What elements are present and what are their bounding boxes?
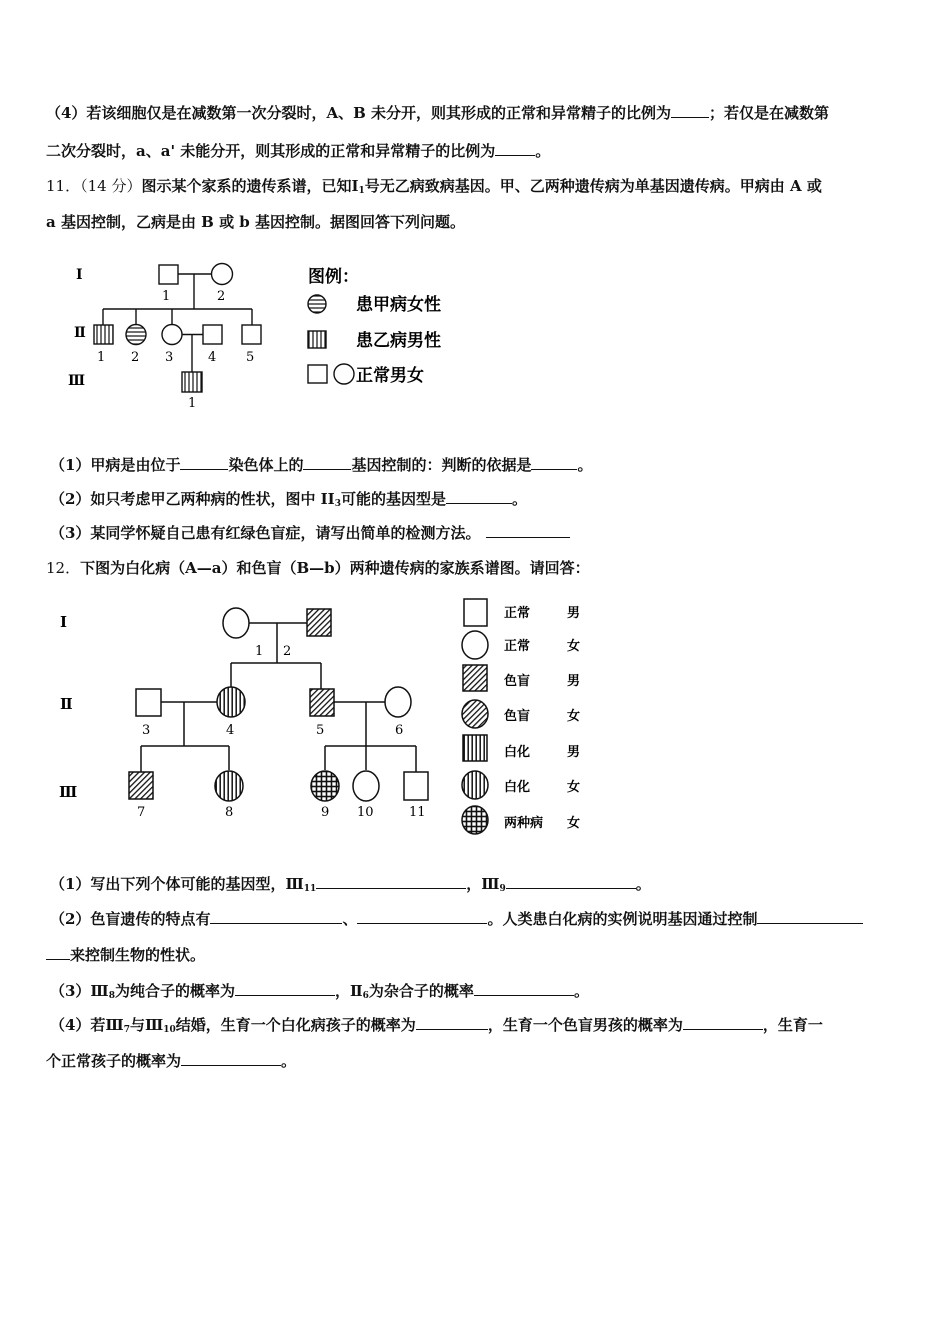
legend-label: 正常男女 bbox=[356, 366, 424, 386]
legend-label: 正常 bbox=[504, 639, 531, 654]
female-normal-symbol bbox=[353, 771, 379, 801]
legend-female-colorblind-symbol bbox=[462, 700, 488, 728]
legend-female-albino-symbol bbox=[462, 771, 488, 799]
individual-number: 7 bbox=[137, 805, 146, 820]
q11-pedigree-figure bbox=[60, 255, 480, 410]
legend-label: 患甲病女性 bbox=[356, 295, 441, 315]
subscript: 1 bbox=[358, 186, 365, 196]
answer-blank[interactable] bbox=[46, 945, 70, 960]
answer-blank[interactable] bbox=[495, 141, 535, 156]
legend-sex: 女 bbox=[567, 780, 581, 795]
legend-female-normal-symbol bbox=[334, 364, 354, 384]
q12-sub1 bbox=[50, 874, 651, 899]
male-disease-b-symbol bbox=[182, 372, 202, 392]
individual-number: 2 bbox=[131, 350, 140, 365]
legend-sex: 女 bbox=[567, 709, 581, 724]
subscript: 10 bbox=[163, 1025, 176, 1035]
answer-blank[interactable] bbox=[683, 1015, 763, 1030]
male-colorblind-symbol bbox=[310, 689, 334, 716]
answer-blank[interactable] bbox=[671, 103, 709, 118]
answer-blank[interactable] bbox=[303, 455, 351, 470]
question-score: （14 分） bbox=[80, 177, 142, 195]
q11-stem: a 基因控制，乙病是由 B 或 b 基因控制。据图回答下列问题。 bbox=[46, 213, 465, 231]
legend-sex: 女 bbox=[567, 639, 581, 654]
legend-label: 色盲 bbox=[504, 674, 531, 689]
q12-sub1-text: ，Ⅲ bbox=[466, 875, 500, 893]
gen-label: Ⅲ bbox=[68, 373, 86, 389]
male-normal-symbol bbox=[159, 265, 178, 284]
female-normal-symbol bbox=[212, 264, 233, 285]
legend-title: 图例： bbox=[308, 267, 359, 287]
individual-number: 5 bbox=[316, 723, 325, 738]
legend-male-disease-b-symbol bbox=[308, 331, 326, 348]
individual-number: 4 bbox=[208, 350, 217, 365]
q10-4-text: （4）若该细胞仅是在减数第一次分裂时，A、B 未分开，则其形成的正常和异常精子的比例为 bbox=[46, 104, 671, 122]
answer-blank[interactable] bbox=[235, 981, 335, 996]
q11-sub2 bbox=[50, 489, 527, 514]
legend-label: 患乙病男性 bbox=[356, 331, 441, 351]
legend-label: 白化 bbox=[504, 780, 531, 795]
question-number: 11． bbox=[46, 177, 81, 195]
female-normal-symbol bbox=[223, 608, 249, 638]
q11-sub2-text: （2）如只考虑甲乙两种病的性状，图中 II bbox=[50, 490, 335, 508]
q11-stem: 号无乙病致病基因。甲、乙两种遗传病为单基因遗传病。甲病由 A 或 bbox=[364, 177, 822, 195]
q12-stem-text: 下图为白化病（A—a）和色盲（B—b）两种遗传病的家族系谱图。请回答： bbox=[80, 559, 590, 577]
q12-sub4-text: ，生育一 bbox=[762, 1016, 823, 1034]
legend-label: 白化 bbox=[504, 745, 531, 760]
answer-blank[interactable] bbox=[357, 909, 487, 924]
q12-sub4-text: 结婚，生育一个白化病孩子的概率为 bbox=[175, 1016, 416, 1034]
q12-sub1-text: 。 bbox=[635, 875, 651, 893]
gen-label: Ⅲ bbox=[59, 783, 78, 801]
q11-sub1-text: 。 bbox=[577, 456, 593, 474]
q11-sub1-text: （1）甲病是由位于 bbox=[50, 456, 181, 474]
q12-sub3-text: （3）Ⅲ bbox=[50, 982, 109, 1000]
gen-label: Ⅱ bbox=[74, 325, 86, 341]
legend-female-both-symbol bbox=[462, 806, 488, 834]
q11-sub2-text: 。 bbox=[511, 490, 527, 508]
q12-pedigree-figure bbox=[55, 595, 600, 845]
individual-number: 1 bbox=[188, 396, 197, 410]
q10-4-text: ；若仅是在减数第 bbox=[708, 104, 829, 122]
q12-sub4-text: 个正常孩子的概率为 bbox=[46, 1052, 182, 1070]
individual-number: 8 bbox=[225, 805, 234, 820]
answer-blank[interactable] bbox=[474, 981, 574, 996]
q12-sub4-text: ，生育一个色盲男孩的概率为 bbox=[487, 1016, 683, 1034]
legend-sex: 女 bbox=[567, 816, 581, 831]
answer-blank[interactable] bbox=[446, 489, 512, 504]
individual-number: 11 bbox=[409, 805, 426, 820]
individual-number: 2 bbox=[217, 289, 226, 304]
male-disease-b-symbol bbox=[94, 325, 113, 344]
q12-sub2-text: 来控制生物的性状。 bbox=[70, 946, 206, 964]
individual-number: 4 bbox=[226, 723, 235, 738]
male-normal-symbol bbox=[404, 772, 428, 800]
q12-sub4-line2 bbox=[46, 1051, 296, 1071]
q12-sub2-text: （2）色盲遗传的特点有 bbox=[50, 910, 211, 928]
q11-sub2-text: 可能的基因型是 bbox=[340, 490, 446, 508]
subscript: 3 bbox=[334, 499, 341, 509]
q12-stem bbox=[46, 558, 590, 578]
legend-sex: 男 bbox=[567, 745, 581, 760]
q12-sub3-text: ，Ⅱ bbox=[335, 982, 363, 1000]
gen-label: Ⅰ bbox=[60, 613, 68, 631]
legend-female-disease-a-symbol bbox=[308, 295, 326, 313]
individual-number: 1 bbox=[162, 289, 171, 304]
subscript: 6 bbox=[362, 991, 369, 1001]
legend-female-normal-symbol bbox=[462, 631, 488, 659]
answer-blank[interactable] bbox=[180, 455, 228, 470]
q11-sub3-text: （3）某同学怀疑自己患有红绿色盲症，请写出简单的检测方法。 bbox=[50, 524, 481, 542]
q10-4-line1 bbox=[46, 103, 829, 123]
male-normal-symbol bbox=[203, 325, 222, 344]
q11-stem-line1 bbox=[46, 176, 822, 201]
individual-number: 6 bbox=[395, 723, 404, 738]
male-normal-symbol bbox=[242, 325, 261, 344]
q11-sub1-text: 基因控制的：判断的依据是 bbox=[351, 456, 532, 474]
female-both-diseases-symbol bbox=[311, 771, 339, 801]
subscript: 9 bbox=[499, 884, 506, 894]
question-number: 12． bbox=[46, 559, 81, 577]
q12-sub4-line1 bbox=[50, 1015, 823, 1040]
q12-sub2-line1 bbox=[50, 909, 863, 929]
legend-male-normal-symbol bbox=[308, 365, 327, 383]
subscript: 7 bbox=[123, 1025, 130, 1035]
answer-blank[interactable] bbox=[531, 455, 577, 470]
q11-sub1 bbox=[50, 455, 593, 475]
q11-sub1-text: 染色体上的 bbox=[228, 456, 304, 474]
subscript: 11 bbox=[303, 884, 317, 894]
subscript: 8 bbox=[108, 991, 115, 1001]
answer-blank[interactable] bbox=[506, 874, 636, 889]
male-colorblind-symbol bbox=[307, 609, 331, 636]
q12-sub2-line2 bbox=[46, 945, 205, 965]
female-disease-a-symbol bbox=[126, 325, 146, 345]
legend-label: 两种病 bbox=[504, 816, 544, 831]
female-normal-symbol bbox=[385, 687, 411, 717]
male-colorblind-symbol bbox=[129, 772, 153, 799]
answer-blank[interactable] bbox=[486, 523, 570, 538]
individual-number: 1 bbox=[97, 350, 106, 365]
individual-number: 9 bbox=[321, 805, 330, 820]
q12-sub4-text: （4）若Ⅲ bbox=[50, 1016, 124, 1034]
q12-sub4-text: 与Ⅲ bbox=[129, 1016, 164, 1034]
q11-stem: 图示某个家系的遗传系谱，已知Ⅰ bbox=[141, 177, 359, 195]
q12-sub2-text: 、 bbox=[342, 910, 358, 928]
q12-sub3-text: 为杂合子的概率 bbox=[368, 982, 474, 1000]
individual-number: 10 bbox=[357, 805, 374, 820]
q12-sub2-text: 。人类患白化病的实例说明基因通过控制 bbox=[487, 910, 758, 928]
legend-label: 正常 bbox=[504, 606, 531, 621]
q12-sub3-text: 为纯合子的概率为 bbox=[114, 982, 235, 1000]
female-albino-symbol bbox=[217, 687, 245, 717]
legend-label: 色盲 bbox=[504, 709, 531, 724]
answer-blank[interactable] bbox=[757, 909, 863, 924]
answer-blank[interactable] bbox=[416, 1015, 488, 1030]
q12-sub1-text: （1）写出下列个体可能的基因型，Ⅲ bbox=[50, 875, 304, 893]
q10-4-text: 二次分裂时，a、a' 未能分开，则其形成的正常和异常精子的比例为 bbox=[46, 142, 496, 160]
gen-label: Ⅰ bbox=[76, 267, 83, 283]
legend-male-colorblind-symbol bbox=[463, 665, 487, 691]
q10-4-line2 bbox=[46, 141, 550, 161]
female-normal-symbol bbox=[162, 325, 182, 345]
answer-blank[interactable] bbox=[316, 874, 466, 889]
legend-male-normal-symbol bbox=[464, 599, 487, 626]
q12-sub4-text: 。 bbox=[281, 1052, 297, 1070]
q10-4-text: 。 bbox=[535, 142, 551, 160]
answer-blank[interactable] bbox=[210, 909, 342, 924]
individual-number: 3 bbox=[142, 723, 151, 738]
female-albino-symbol bbox=[215, 771, 243, 801]
individual-number: 5 bbox=[246, 350, 255, 365]
legend-male-albino-symbol bbox=[463, 735, 487, 761]
male-normal-symbol bbox=[136, 689, 161, 716]
individual-number: 3 bbox=[165, 350, 174, 365]
answer-blank[interactable] bbox=[181, 1051, 281, 1066]
q11-stem-line2 bbox=[46, 212, 465, 232]
individual-number: 1 bbox=[255, 644, 264, 659]
legend-sex: 男 bbox=[567, 606, 581, 621]
q12-sub3-text: 。 bbox=[573, 982, 589, 1000]
gen-label: Ⅱ bbox=[60, 695, 73, 713]
legend-sex: 男 bbox=[567, 674, 581, 689]
q11-sub3 bbox=[50, 523, 570, 543]
individual-number: 2 bbox=[283, 644, 292, 659]
q12-sub3 bbox=[50, 981, 589, 1006]
